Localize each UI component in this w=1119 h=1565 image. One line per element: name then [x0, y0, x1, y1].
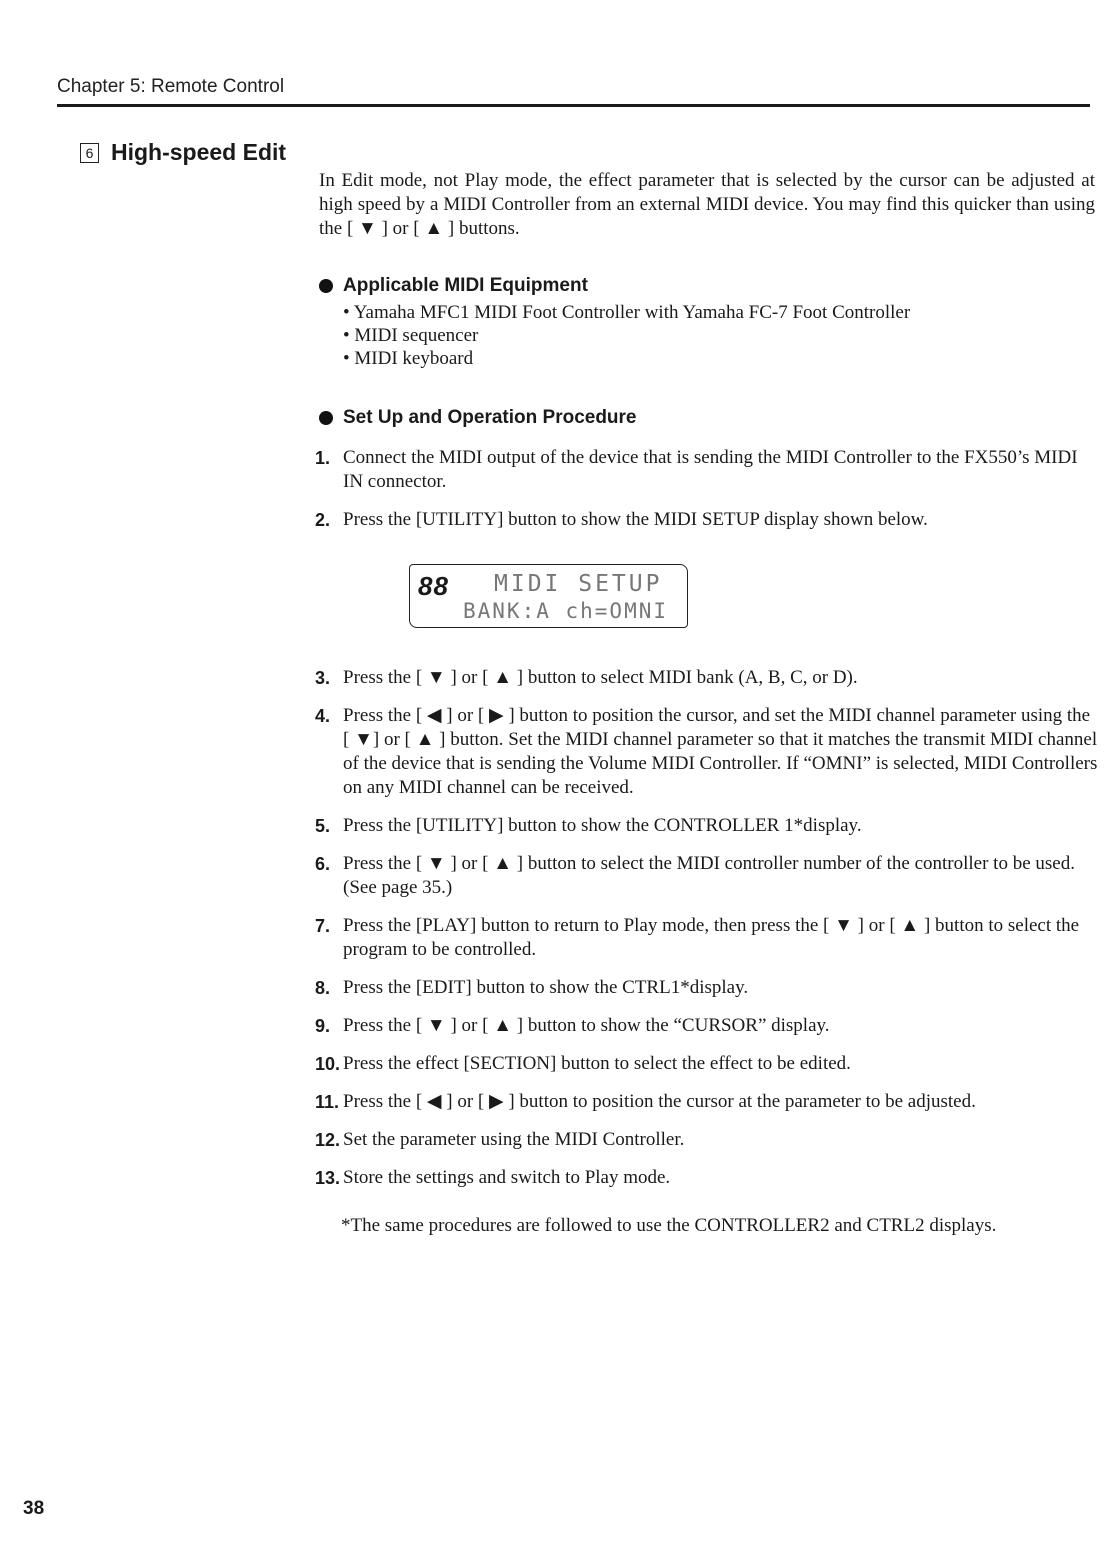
steps-list-b	[315, 666, 1098, 1204]
section-title: High-speed Edit	[111, 139, 287, 165]
intro-paragraph: In Edit mode, not Play mode, the effect parameter that is selected by the cursor can be adjusted at high speed by a MIDI Controller from an external MIDI device. You may find this quicker than using the [ ▼ ] or [ ▲ ] buttons.	[319, 170, 1095, 239]
step-text: Store the settings and switch to Play mode.	[343, 1167, 671, 1188]
chapter-header: Chapter 5: Remote Control	[57, 76, 285, 97]
footnote: *The same procedures are followed to use the CONTROLLER2 and CTRL2 displays.	[341, 1215, 997, 1236]
step-item	[315, 446, 1098, 494]
step-number: 2.	[315, 510, 331, 530]
step-number: 11.	[315, 1092, 340, 1112]
procedure-heading	[319, 407, 637, 429]
header-rule	[57, 104, 1090, 107]
step-item	[315, 1166, 1098, 1190]
step-number: 9.	[315, 1016, 331, 1036]
step-text: Connect the MIDI output of the device that is sending the MIDI Controller to the FX550’s MIDI IN connector.	[343, 447, 1078, 492]
step-text: Press the [PLAY] button to return to Play mode, then press the [ ▼ ] or [ ▲ ] button to select the program to be controlled.	[343, 915, 1080, 960]
bullet-icon	[319, 411, 333, 425]
step-item	[315, 1090, 1098, 1114]
bullet-icon	[319, 279, 333, 293]
step-text: Press the [UTILITY] button to show the CONTROLLER 1*display.	[343, 815, 862, 836]
step-item	[315, 976, 1098, 1000]
step-text: Press the [ ▼ ] or [ ▲ ] button to show the “CURSOR” display.	[343, 1015, 830, 1036]
lcd-line2: BANK:A ch=OMNI	[463, 599, 669, 623]
equipment-list	[343, 301, 910, 370]
step-text: Set the parameter using the MIDI Controller.	[343, 1129, 685, 1150]
step-number: 6.	[315, 854, 331, 874]
list-item: • Yamaha MFC1 MIDI Foot Controller with Yamaha FC-7 Foot Controller	[343, 302, 911, 323]
step-text: Press the [ ◀ ] or [ ▶ ] button to position the cursor, and set the MIDI channel parameter using the [ ▼] or [ ▲ ] button. Set the MIDI channel parameter so that it matches the transmit MIDI channel of the device that is sending the Volume MIDI Controller. If “OMNI” is selected, MIDI Controllers on any MIDI channel can be received.	[343, 705, 1098, 798]
step-text: Press the [UTILITY] button to show the MIDI SETUP display shown below.	[343, 509, 928, 530]
step-text: Press the effect [SECTION] button to select the effect to be edited.	[343, 1053, 851, 1074]
lcd-program-number: 88	[418, 571, 449, 601]
step-item	[315, 508, 1098, 532]
list-item: • MIDI sequencer	[343, 325, 479, 346]
step-item	[315, 814, 1098, 838]
step-text: Press the [ ▼ ] or [ ▲ ] button to select the MIDI controller number of the controller to be used. (See page 35.)	[343, 853, 1075, 898]
step-number: 13.	[315, 1168, 341, 1188]
step-number: 3.	[315, 668, 331, 688]
lcd-display	[409, 564, 688, 628]
step-text: Press the [ ▼ ] or [ ▲ ] button to select MIDI bank (A, B, C, or D).	[343, 667, 858, 688]
step-number: 7.	[315, 916, 331, 936]
step-number: 12.	[315, 1130, 341, 1150]
step-number: 1.	[315, 448, 331, 468]
step-number: 10.	[315, 1054, 341, 1074]
step-number: 8.	[315, 978, 331, 998]
page-number: 38	[23, 1498, 45, 1519]
step-item	[315, 1128, 1098, 1152]
step-item	[315, 852, 1098, 900]
equipment-heading	[319, 275, 588, 297]
equipment-heading-text: Applicable MIDI Equipment	[343, 275, 588, 296]
section-heading	[80, 139, 286, 166]
step-number: 4.	[315, 706, 331, 726]
step-item	[315, 666, 1098, 690]
step-text: Press the [EDIT] button to show the CTRL1*display.	[343, 977, 749, 998]
step-item	[315, 704, 1098, 800]
step-item	[315, 1014, 1098, 1038]
section-number-box: 6	[80, 143, 99, 163]
steps-list-a	[315, 446, 1098, 546]
procedure-heading-text: Set Up and Operation Procedure	[343, 407, 637, 428]
step-number: 5.	[315, 816, 331, 836]
list-item: • MIDI keyboard	[343, 348, 474, 369]
step-text: Press the [ ◀ ] or [ ▶ ] button to position the cursor at the parameter to be adjusted.	[343, 1091, 976, 1112]
step-item	[315, 914, 1098, 962]
step-item	[315, 1052, 1098, 1076]
lcd-line1: MIDI SETUP	[494, 571, 663, 597]
